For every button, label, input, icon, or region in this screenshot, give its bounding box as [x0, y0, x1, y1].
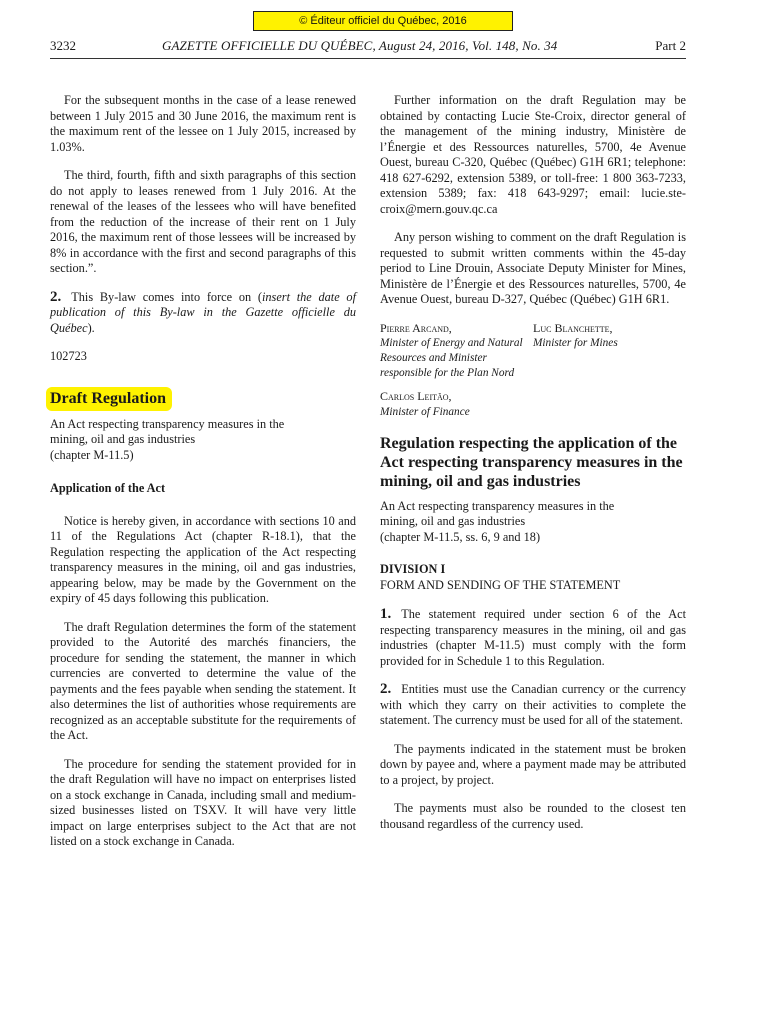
paragraph: The third, fourth, fifth and sixth paragraphs of this section do not apply to leases renewed from 1 July 2016. At the renewal of the leases of the lessees who will have benefited from the reduction of the increase of their rent on 1 July 2016, the maximum rent of those lessees will be increased by 8% in accordance with the first and second paragraphs of this section.”. [50, 168, 356, 275]
reference-number: 102723 [50, 349, 87, 363]
signature-row [380, 321, 686, 382]
act-chapter: (chapter M-11.5, ss. 6, 9 and 18) [380, 529, 541, 544]
section-text: This By-law comes into force on ( [71, 289, 262, 304]
signatory-title: Minister of Energy and Natural Resources and Minister responsible for the Plan Nord [380, 337, 523, 379]
paragraph: Any person wishing to comment on the draft Regulation is requested to submit written comments within the 45-day period to Line Drouin, Associate Deputy Minister for Mines, Ministère de l’Énergie et des Ressources naturelles, 5700, 4e Avenue Ouest, bureau D-327, Québec (Québec) G1H 6R1. [380, 230, 686, 306]
signature-block [533, 321, 686, 382]
copyright-banner: © Éditeur officiel du Québec, 2016 [253, 11, 513, 31]
division-title: FORM AND SENDING OF THE STATEMENT [380, 578, 621, 592]
paragraph: For the subsequent months in the case of a lease renewed between 1 July 2015 and 30 June 2016, the maximum rent is the maximum rent of the lessee on 1 July 2015, increased by 1.03%. [50, 93, 356, 154]
paragraph: The draft Regulation determines the form of the statement provided to the Autorité des marchés financiers, the procedure for sending the statement, the manner in which currencies are converted to determine the value of the payments and the fees payable when sending the statement. It also determines the list of authorities whose requirements are recognized as an acceptable substitute for the requirements of the Act. [50, 619, 356, 742]
section-1 [380, 607, 686, 669]
act-title-line: An Act respecting transparency measures in the [380, 498, 615, 513]
section-number: 2. [50, 288, 62, 305]
signature-block [380, 389, 555, 420]
section-text-end: ). [87, 320, 95, 335]
act-chapter: (chapter M-11.5) [50, 447, 134, 462]
regulation-title: Regulation respecting the application of the Act respecting transparency measures in the mining, oil and gas industries [380, 434, 683, 490]
act-title [50, 417, 356, 464]
act-title-line: An Act respecting transparency measures in the [50, 416, 285, 431]
act-title-line: mining, oil and gas industries [50, 432, 196, 446]
paragraph: Further information on the draft Regulation may be obtained by contacting Lucie Ste-Croix, director general of the management of the mining industry, Ministère de l’Énergie et des Ressources naturelles, 5700, 4e Avenue Ouest, bureau C-320, Québec (Québec) G1H 6R1; telephone: 418 627-6292, extension 5389, or toll-free: 1 800 363-7233, extension 5389; fax: 418 643-9297; email: lucie.ste-croix@mern.gouv.qc.ca [380, 93, 686, 216]
signatory-title: Minister for Mines [533, 337, 618, 349]
act-title [380, 499, 686, 546]
paragraph: The payments must also be rounded to the closest ten thousand regardless of the currency used. [380, 801, 686, 831]
section-text: The statement required under section 6 of the Act respecting transparency measures in the mining, oil and gas industries (chapter M-11.5) must comply with the form provided for in Schedule 1 to this Regulation. [380, 607, 686, 668]
paragraph: The payments indicated in the statement must be broken down by payee and, where a payment made may be attributed to a project, by project. [380, 741, 686, 787]
signatory-name: Carlos Leitão, [380, 389, 452, 403]
running-header [50, 37, 686, 55]
signature-block [380, 321, 533, 382]
signatory-title: Minister of Finance [380, 405, 470, 418]
act-title-line: mining, oil and gas industries [380, 514, 526, 528]
division-number: DIVISION I [380, 562, 446, 576]
section-number: 2. [380, 681, 392, 697]
section-2 [380, 682, 686, 729]
right-column [380, 93, 686, 845]
gazette-title: GAZETTE OFFICIELLE DU QUÉBEC, August 24, 2016, Vol. 148, No. 34 [162, 38, 558, 53]
page-number: 3232 [50, 38, 76, 53]
signatory-name: Pierre Arcand, [380, 320, 452, 335]
draft-regulation-heading: Draft Regulation [46, 387, 172, 411]
section-2-bylaw [50, 290, 356, 337]
part-label: Part 2 [655, 38, 686, 53]
section-italic-text: insert the date of publication of this By-law in the Gazette officielle du Québec [50, 289, 356, 335]
left-column [50, 93, 356, 863]
section-number: 1. [380, 606, 392, 622]
section-text: Entities must use the Canadian currency or the currency with which they carry on their activities to complete the statement. The currency must be used for all of the statement. [380, 682, 686, 727]
header-rule [50, 58, 686, 59]
paragraph: The procedure for sending the statement provided for in the draft Regulation will have no impact on enterprises listed on a stock exchange in Canada, including small and medium-sized businesses listed on TSXV. It will have very little impact on large enterprises subject to the Act that are not listed on a stock exchange in Canada. [50, 756, 356, 848]
application-heading: Application of the Act [50, 481, 166, 495]
division-heading [380, 561, 686, 593]
signatory-name: Luc Blanchette, [533, 320, 613, 335]
paragraph: Notice is hereby given, in accordance with sections 10 and 11 of the Regulations Act (chapter R-18.1), that the Regulation respecting the application of the Act respecting transparency measures in the mining, oil and gas industries, appearing below, may be made by the Government on the expiry of 45 days following this publication. [50, 513, 356, 605]
